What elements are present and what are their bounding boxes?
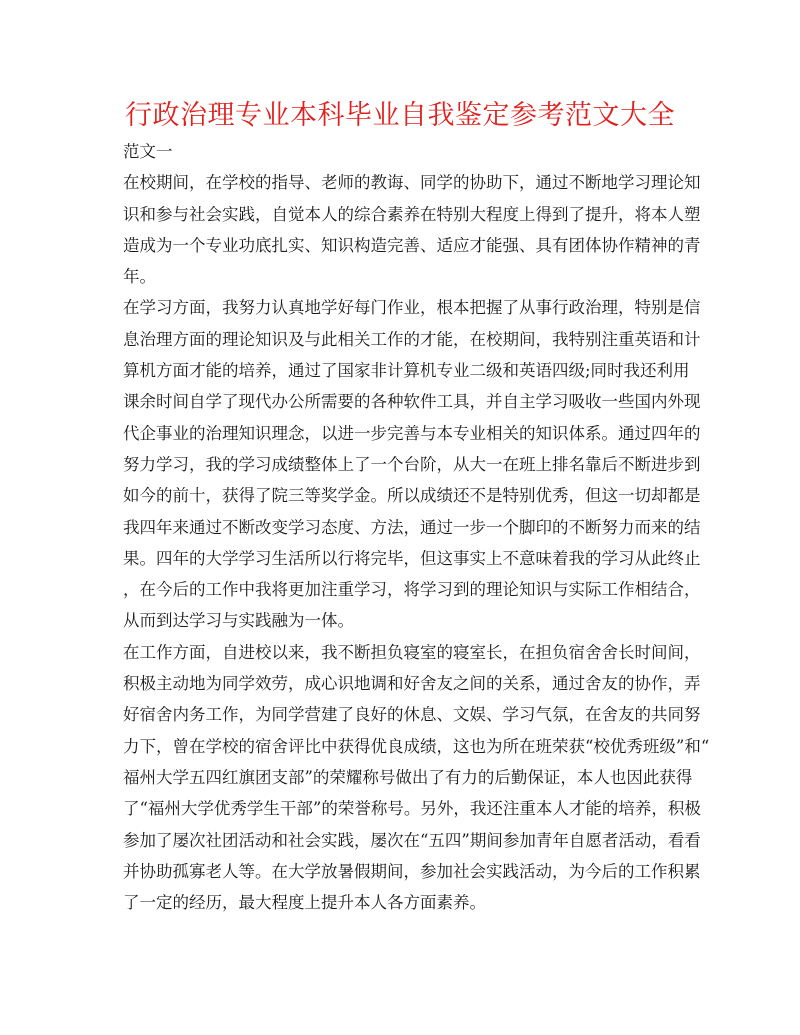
paragraph (123, 167, 701, 292)
paragraph-line: 积极主动地为同学效劳，成心识地调和好舍友之间的关系，通过舍友的协作，弄 (123, 674, 701, 694)
paragraph (123, 637, 710, 919)
paragraph-line: 好宿舍内务工作，为同学营建了良好的休息、文娱、学习气氛，在舍友的共同努 (123, 705, 701, 725)
paragraph-line: 了“福州大学优秀学生干部”的荣誉称号。另外，我还注重本人才能的培养，积极 (123, 799, 701, 819)
paragraph-line: 在校期间，在学校的指导、老师的教诲、同学的协助下，通过不断地学习理论知 (123, 173, 701, 193)
paragraph-line: 如今的前十，获得了院三等奖学金。所以成绩还不是特别优秀，但这一切却都是 (123, 486, 701, 506)
paragraph-line: 我四年来通过不断改变学习态度、方法，通过一步一个脚印的不断努力而来的结 (123, 517, 701, 537)
paragraph-line: 造成为一个专业功底扎实、知识构造完善、适应才能强、具有团体协作精神的青 (123, 235, 701, 255)
paragraph-line: 课余时间自学了现代办公所需要的各种软件工具，并自主学习吸收一些国内外现 (123, 392, 701, 412)
paragraph-line: 从而到达学习与实践融为一体。 (123, 611, 354, 631)
paragraph-line: 在工作方面，自进校以来，我不断担负寝室的寝室长，在担负宿舍舍长时间间， (123, 642, 701, 662)
paragraph-line: 并协助孤寡老人等。在大学放暑假期间，参加社会实践活动，为今后的工作积累 (123, 861, 701, 881)
paragraph-container (123, 167, 710, 918)
paragraph-line: 息治理方面的理论知识及与此相关工作的才能，在校期间，我特别注重英语和计 (123, 329, 701, 349)
paragraph-line: 参加了屡次社团活动和社会实践，屡次在“五四”期间参加青年自愿者活动，看看 (123, 830, 701, 850)
paragraph-line: 果。四年的大学学习生活所以行将完毕，但这事实上不意味着我的学习从此终止 (123, 548, 701, 568)
section-label: 范文一 (123, 142, 173, 161)
document-body (123, 136, 710, 918)
paragraph-line: 算机方面才能的培养，通过了国家非计算机专业二级和英语四级;同时我还利用 (123, 361, 690, 381)
paragraph-line: 福州大学五四红旗团支部”的荣耀称号做出了有力的后勤保证，本人也因此获得 (123, 767, 693, 787)
paragraph-line: 在学习方面，我努力认真地学好每门作业，根本把握了从事行政治理，特别是信 (123, 298, 701, 318)
paragraph-line: 识和参与社会实践，自觉本人的综合素养在特别大程度上得到了提升，将本人塑 (123, 204, 701, 224)
paragraph-line: 努力学习，我的学习成绩整体上了一个台阶，从大一在班上排名靠后不断进步到 (123, 454, 701, 474)
paragraph-line: 年。 (123, 267, 156, 287)
paragraph-line: ，在今后的工作中我将更加注重学习，将学习到的理论知识与实际工作相结合， (123, 580, 701, 600)
paragraph-line: 了一定的经历，最大程度上提升本人各方面素养。 (123, 893, 486, 913)
paragraph-line: 力下，曾在学校的宿舍评比中获得优良成绩，这也为所在班荣获“校优秀班级”和“ (123, 736, 710, 756)
paragraph-line: 代企事业的治理知识理念，以进一步完善与本专业相关的知识体系。通过四年的 (123, 423, 701, 443)
document-title: 行政治理专业本科毕业自我鉴定参考范文大全 (125, 100, 675, 131)
paragraph (123, 292, 701, 636)
